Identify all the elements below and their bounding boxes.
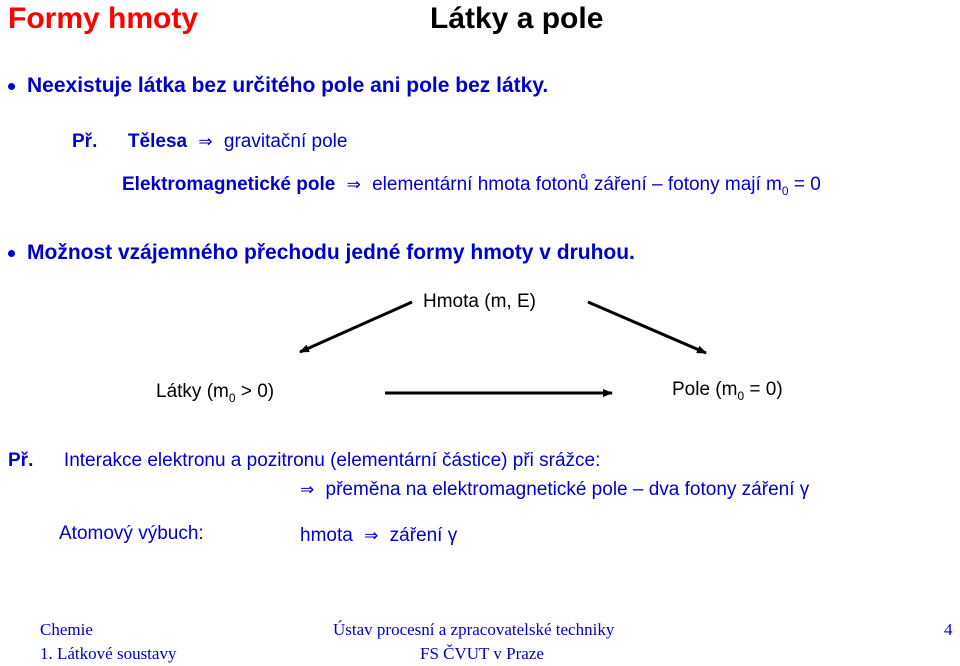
- example-2-line-1: Př. Interakce elektronu a pozitronu (elementární částice) při srážce:: [8, 450, 601, 471]
- footer-faculty: FS ČVUT v Praze: [420, 644, 544, 663]
- example-1-line-1: Př. Tělesa ⇒ gravitační pole: [72, 131, 348, 152]
- bullet-1: Neexistuje látka bez určitého pole ani pole bez látky.: [8, 74, 548, 98]
- implies-icon: ⇒: [346, 175, 361, 195]
- example-2-line-2: ⇒ přeměna na elektromagnetické pole – dva fotony záření γ: [300, 479, 810, 500]
- slide-title: Formy hmoty: [8, 2, 199, 35]
- atomic-line: hmota ⇒ záření γ: [300, 525, 458, 546]
- implies-icon: ⇒: [364, 526, 379, 546]
- example-1-line-2: Elektromagnetické pole ⇒ elementární hmota fotonů záření – fotony mají $m_0 = 0$: [122, 174, 821, 198]
- page-number: 4: [944, 620, 953, 639]
- implies-icon: ⇒: [198, 132, 213, 152]
- atomic-label: Atomový výbuch:: [59, 523, 204, 544]
- footer-institute: Ústav procesní a zpracovatelské techniky: [333, 620, 615, 639]
- diagram-latky: Látky $(m_0 > 0)$: [156, 381, 275, 405]
- arrow-to-latky: [300, 302, 412, 352]
- footer-course: Chemie: [40, 620, 93, 639]
- footer-chapter: 1. Látkové soustavy: [40, 644, 177, 663]
- diagram-pole: Pole $(m_0 = 0)$: [672, 379, 783, 403]
- bullet-2: Možnost vzájemného přechodu jedné formy hmoty v druhou.: [8, 241, 635, 265]
- diagram-hmota: Hmota (m, E): [423, 291, 536, 312]
- slide-topic: Látky a pole: [430, 2, 604, 35]
- arrow-to-pole: [588, 302, 706, 353]
- implies-icon: ⇒: [300, 480, 315, 500]
